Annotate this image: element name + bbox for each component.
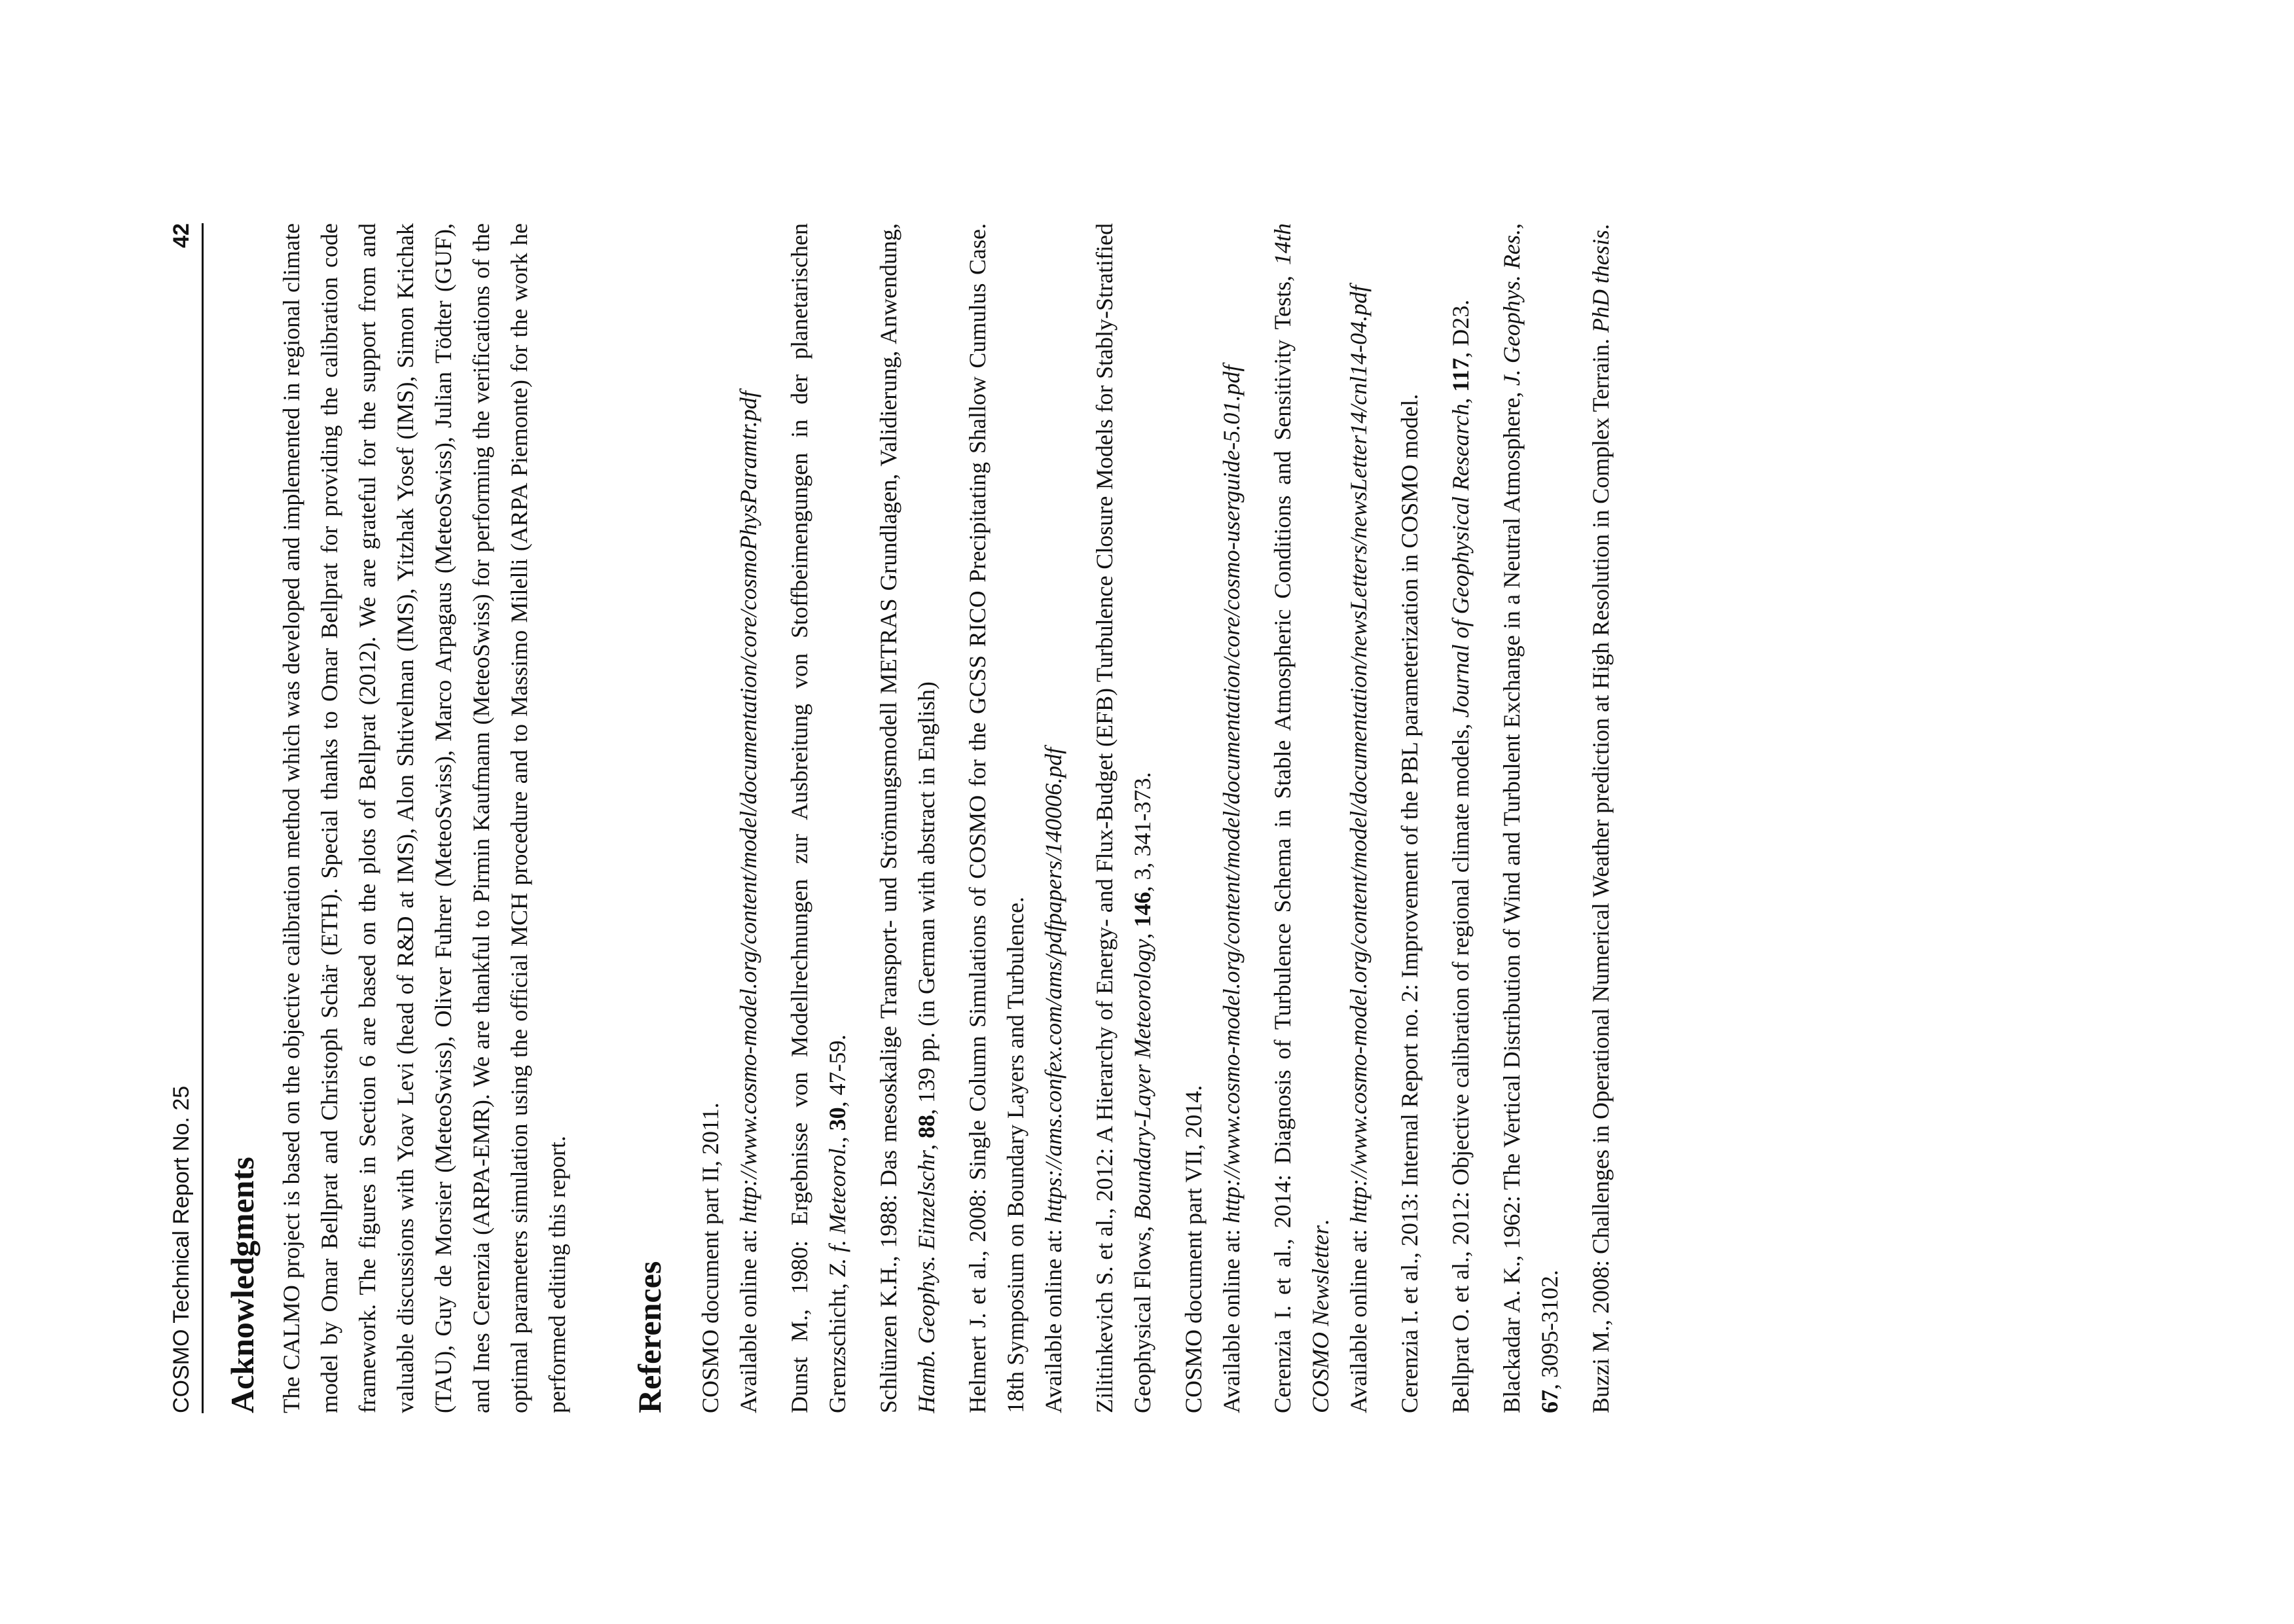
reference-text: Helmert J. et al., 2008: Single Column Simulations of COSMO for the GCSS RICO Precipitating Shallow Cumulus Case. 18th Symposium on Boundary Layers and Turbulence. [964,223,1029,1413]
reference-availability: Available online at: [735,1223,761,1413]
reference-journal: PhD thesis [1588,230,1614,333]
reference-item [780,223,856,1413]
reference-volume: 67 [1537,1390,1563,1413]
reference-list [691,223,1620,1413]
reference-volume: 88 [913,1115,939,1139]
reference-availability: Available online at: [1040,1223,1066,1413]
reference-separator: , [913,1138,939,1151]
reference-volume: 30 [824,1107,850,1131]
reference-item [1442,223,1480,1413]
reference-item [1391,223,1429,1413]
acknowledgments-heading: Acknowledgments [224,1157,261,1413]
page-header [164,223,204,1413]
page-content [216,223,1633,1413]
reference-pages: , 3095-3102. [1537,1270,1563,1390]
reference-volume: 146 [1129,892,1156,928]
reference-url[interactable]: http://www.cosmo-model.org/content/model/documentation/core/cosmo-userguide-5.01.pdf [1218,365,1245,1223]
reference-item [1085,223,1161,1413]
reference-item [958,223,1072,1413]
reference-text: Buzzi M., 2008: Challenges in Operational Numerical Weather prediction at High Resolution in Complex Terrain. [1588,333,1614,1413]
reference-item [1264,223,1377,1413]
reference-journal: Z. f. Meteorol. [824,1142,850,1278]
reference-item [1493,223,1569,1413]
reference-url[interactable]: http://www.cosmo-model.org/content/model/documentation/newsLetters/newsLetter14/cnl14-04.pdf [1345,285,1372,1223]
reference-availability: Available online at: [1345,1223,1372,1413]
reference-text: Blackadar A. K., 1962: The Vertical Distribution of Wind and Turbulent Exchange in a Neutral Atmosphere, [1499,386,1525,1413]
reference-journal: Hamb. Geophys. Einzelschr [913,1150,939,1413]
reference-url[interactable]: http://www.cosmo-model.org/content/model/documentation/core/cosmoPhysParamtr.pdf [735,391,761,1223]
reference-text: Schlünzen K.H., 1988: Das mesoskalige Transport- und Strömungsmodell METRAS Grundlagen, Validierung, Anwendung, [875,223,901,1413]
page-number: 42 [169,223,194,248]
reference-url[interactable]: https://ams.confex.com/ams/pdfpapers/140006.pdf [1040,747,1066,1223]
reference-separator: , [824,1130,850,1143]
reference-text: COSMO document part II, 2011. [697,1102,723,1413]
reference-pages: , 3, 341-373. [1129,772,1156,892]
reference-text: Dunst M., 1980: Ergebnisse von Modellrechnungen zur Ausbreitung von Stoffbeimengungen in der planetarischen Grenzschicht, [786,223,850,1413]
reference-journal: Journal of Geophysical Research [1447,403,1474,718]
reference-item [691,223,767,1413]
acknowledgments-text: The CALMO project is based on the objective calibration method which was developed and implemented in regional climate model by Omar Bellprat and Christoph Schär (ETH). Special thanks to Omar Bellprat for providing the calibration code framework. The figures in Section 6 are based on the plots of Bellprat (2012). We are grateful for the support from and valuable discussions with Yoav Levi (head of R&D at IMS), Alon Shtivelman (IMS), Yitzhak Yosef (IMS), Simon Krichak (TAU), Guy de Morsier (MeteoSwiss), Oliver Fuhrer (MeteoSwiss), Marco Arpagaus (MeteoSwiss), Julian Tödter (GUF), and Ines Cerenzia (ARPA-EMR). We are thankful to Pirmin Kaufmann (MeteoSwiss) for performing the verifications of the optimal parameters simulation using the official MCH procedure and to Massimo Milelli (ARPA Piemonte) for the work he performed editing this report. [278,223,570,1413]
reference-pages: , 139 pp. (in German with abstract in English) [913,681,939,1115]
reference-item [1174,223,1250,1413]
reference-item [869,223,945,1413]
running-title: COSMO Technical Report No. 25 [169,1085,194,1413]
reference-pages: , 47-59. [824,1034,850,1108]
reference-journal: Boundary-Layer Meteorology [1129,939,1156,1221]
reference-text: Cerenzia I. et al., 2013: Internal Report no. 2: Improvement of the PBL parameterization in COSMO model. [1396,393,1423,1413]
reference-pages: , D23. [1447,299,1474,358]
reference-journal: 14th COSMO Newsletter [1269,223,1334,1413]
reference-text: Cerenzia I. et al., 2014: Diagnosis of Turbulence Schema in Stable Atmospheric Conditions and Sensitivity Tests, [1269,265,1296,1413]
reference-end: . [1588,224,1614,230]
reference-text: Zilitinkevich S. et al., 2012: A Hierarchy of Energy- and Flux-Budget (EFB) Turbulence Closure Models for Stably-Stratified Geophysical Flows, [1091,223,1156,1413]
reference-text: COSMO document part VII, 2014. [1180,1085,1207,1413]
reference-separator: , [1447,391,1474,404]
reference-item [1582,223,1620,1413]
reference-end: . [1307,1219,1334,1226]
reference-separator: , [1499,223,1525,229]
references-heading: References [631,1261,668,1413]
reference-journal: J. Geophys. Res. [1499,228,1525,386]
reference-volume: 117 [1447,357,1474,392]
reference-availability: Available online at: [1218,1223,1245,1413]
reference-text: Bellprat O. et al., 2012: Objective calibration of regional climate models, [1447,717,1474,1413]
reference-separator: , [1129,927,1156,939]
